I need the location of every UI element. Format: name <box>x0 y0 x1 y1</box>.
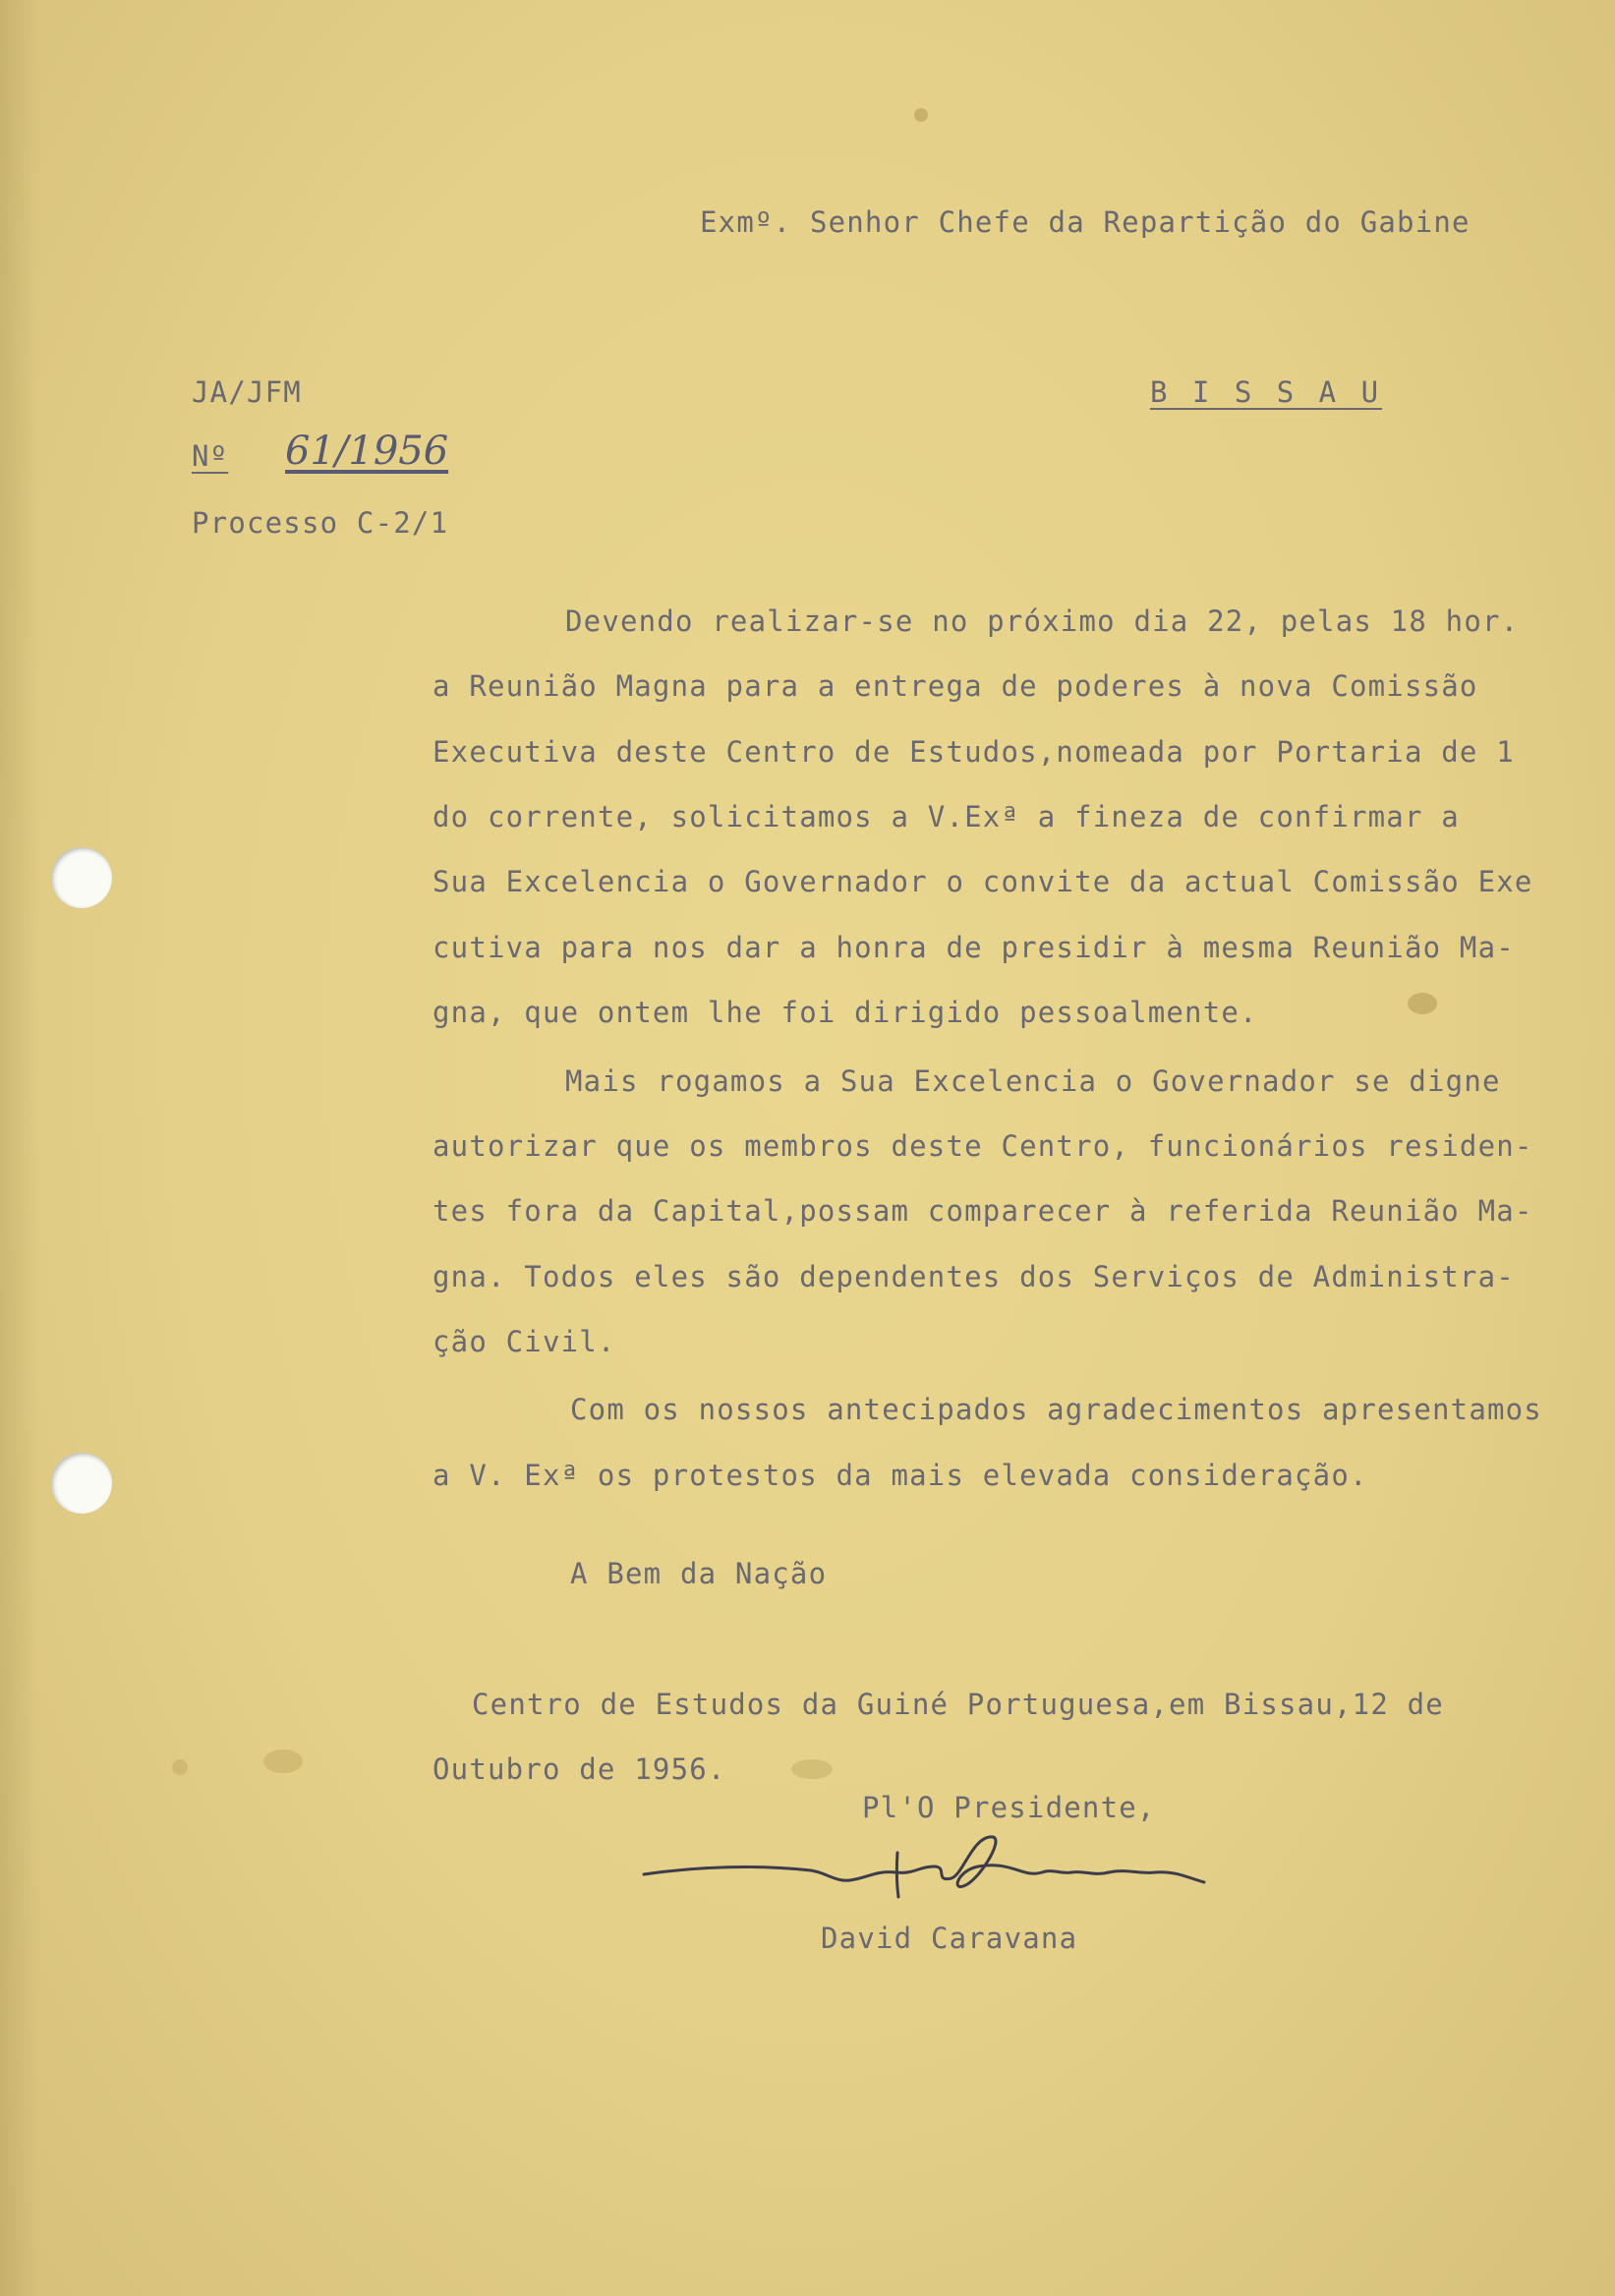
handwritten-number: 61/1956 <box>285 429 449 474</box>
body-line: Sua Excelencia o Governador o convite da actual Comissão Exe <box>433 865 1533 898</box>
reference-code: JA/JFM <box>192 375 302 409</box>
handwritten-signature <box>639 1823 1209 1912</box>
body-line: gna, que ontem lhe foi dirigido pessoalmente. <box>433 996 1258 1029</box>
process-reference: Processo C-2/1 <box>192 506 449 540</box>
ink-spot <box>791 1759 833 1779</box>
body-line: Com os nossos antecipados agradecimentos apresentamos <box>570 1393 1542 1426</box>
body-line: Mais rogamos a Sua Excelencia o Governador se digne <box>565 1064 1501 1098</box>
body-line: a V. Exª os protestos da mais elevada consideração. <box>433 1459 1368 1492</box>
ink-spot <box>1408 993 1437 1014</box>
city-heading: B I S S A U <box>1150 375 1383 409</box>
body-line: ção Civil. <box>433 1325 616 1358</box>
ink-spot <box>263 1750 303 1773</box>
place-date-line: Centro de Estudos da Guiné Portuguesa,em Bissau,12 de <box>472 1688 1444 1721</box>
ink-spot <box>172 1759 188 1775</box>
punch-hole-bottom <box>51 1453 112 1514</box>
body-line: Executiva deste Centro de Estudos,nomeada por Portaria de 1 <box>433 735 1515 769</box>
body-line: autorizar que os membros deste Centro, funcionários residen- <box>433 1129 1533 1163</box>
body-line: Devendo realizar-se no próximo dia 22, pelas 18 hor. <box>565 604 1520 638</box>
body-line: do corrente, solicitamos a V.Exª a fineza de confirmar a <box>433 800 1460 833</box>
punch-hole-top <box>51 847 112 908</box>
signatory-name: David Caravana <box>821 1922 1078 1955</box>
body-line: cutiva para nos dar a honra de presidir à mesma Reunião Ma- <box>433 931 1515 964</box>
body-line: tes fora da Capital,possam comparecer à referida Reunião Ma- <box>433 1194 1533 1228</box>
addressee-line: Exmº. Senhor Chefe da Repartição do Gabine <box>700 205 1471 239</box>
ink-spot <box>914 108 928 122</box>
body-line: a Reunião Magna para a entrega de poderes à nova Comissão <box>433 669 1478 703</box>
place-date-line: Outubro de 1956. <box>433 1752 726 1786</box>
salutation: A Bem da Nação <box>570 1557 828 1590</box>
for-president-label: Pl'O Presidente, <box>862 1791 1156 1824</box>
left-edge-shade <box>0 0 39 2296</box>
number-label: Nº <box>192 439 229 473</box>
body-line: gna. Todos eles são dependentes dos Serviços de Administra- <box>433 1260 1515 1293</box>
